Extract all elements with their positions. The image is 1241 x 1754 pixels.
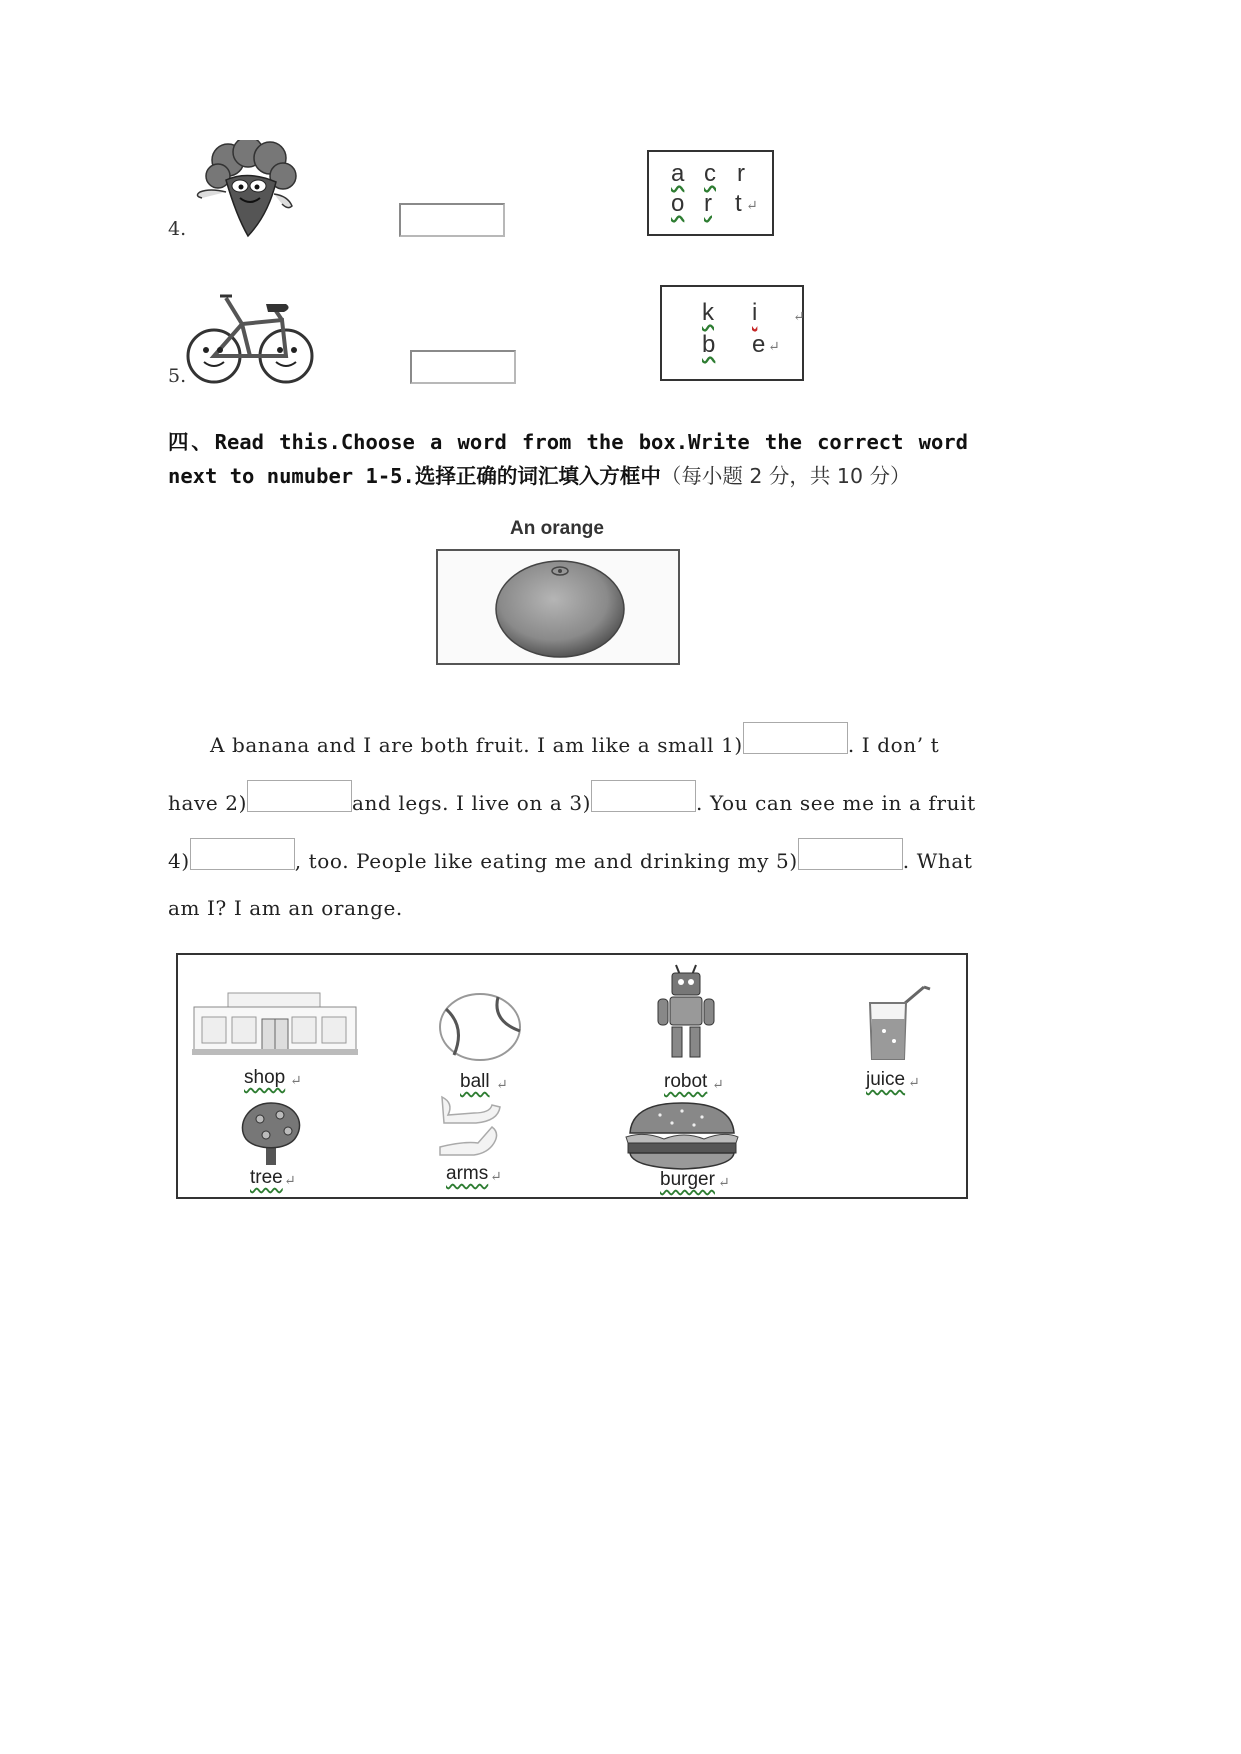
letter: k [702,299,714,326]
passage-text: and legs. I live on a 3) [352,791,592,815]
word-label-robot: robot [664,1071,708,1092]
blank-5-field[interactable] [798,838,903,870]
word-label-tree: tree [250,1167,283,1188]
passage-line-3 [168,838,973,873]
letter: r [704,190,712,217]
passage-text: have 2) [168,791,248,815]
item-4-answer-field[interactable] [399,203,505,237]
item-5-answer-field[interactable] [410,350,516,384]
robot-icon [654,963,718,1063]
blank-1-field[interactable] [743,722,848,754]
letter: i [752,299,758,326]
return-mark-icon: ↵ [490,1169,502,1185]
figure-title: An orange [510,518,604,539]
arms-icon [434,1093,506,1159]
passage-line-4: am I? I am an orange. [168,896,403,920]
section-4-points: （每小题 2 分，共 10 分） [660,464,911,488]
return-mark-icon: ↵ [746,198,758,214]
passage-text: . I don’ t [847,733,940,757]
blank-3-field[interactable] [591,780,696,812]
return-mark-icon: ↵ [290,1073,302,1089]
blank-4-field[interactable] [190,838,295,870]
return-mark-icon: ↵ [284,1173,296,1189]
item-4-letter-box [647,150,774,236]
item-5-number: 5. [168,365,187,387]
passage-text: A banana and I are both fruit. I am like a small 1) [210,733,743,757]
return-mark-icon: ↵ [908,1075,920,1091]
carrot-character-icon [188,140,303,238]
item-5-letter-box [660,285,804,381]
letter: b [702,331,716,358]
return-mark-icon: ↵ [712,1077,724,1093]
ball-icon [436,991,526,1063]
letter: r [737,160,745,187]
word-label-burger: burger [660,1169,715,1190]
orange-figure [436,549,680,665]
return-mark-icon: ↵ [793,309,805,325]
letter: c [704,160,716,187]
orange-icon [438,551,678,663]
blank-2-field[interactable] [247,780,352,812]
juice-glass-icon [864,985,934,1065]
letter: t [735,190,742,217]
section-4-title: 四、Read this.Choose a word from the box.Write the correct word next to numuber 1-5.选择正确的词汇填入方框中 [168,430,968,488]
return-mark-icon: ↵ [768,339,780,355]
section-4-heading [168,425,968,493]
letter: o [671,190,685,217]
passage-text: , too. People like eating me and drinking my 5) [294,849,798,873]
word-box [176,953,968,1199]
return-mark-icon: ↵ [718,1175,730,1191]
shop-icon [192,989,358,1055]
passage-text: . What [902,849,973,873]
passage-line-1 [210,722,970,756]
burger-icon [624,1101,740,1171]
return-mark-icon: ↵ [496,1077,508,1093]
word-label-arms: arms [446,1163,489,1184]
letter: e [752,331,766,358]
passage-line-2 [168,780,976,815]
passage-text: 4) [168,849,190,873]
passage-text: . You can see me in a fruit [696,791,976,815]
word-label-shop: shop [244,1067,286,1088]
bicycle-icon [186,290,318,386]
letter: a [671,160,685,187]
tree-icon [236,1101,306,1165]
word-label-juice: juice [866,1069,906,1090]
item-4-number: 4. [168,218,187,240]
word-label-ball: ball [460,1071,490,1092]
